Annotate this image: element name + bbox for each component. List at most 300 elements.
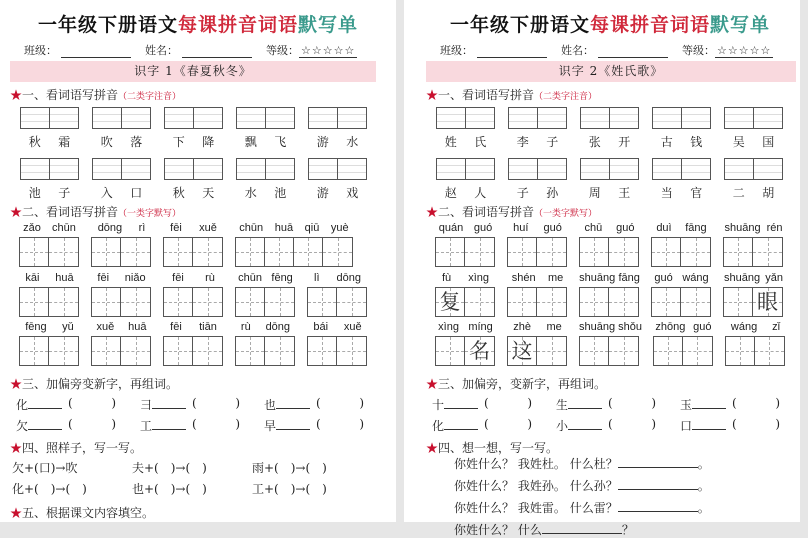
tianzige-boxes <box>651 237 711 267</box>
section-title: 三、加偏旁变新字，再组词。 <box>22 377 179 391</box>
word-chars <box>236 133 295 150</box>
word-char: 钱 <box>690 135 703 149</box>
tianzige-cell[interactable] <box>654 337 683 365</box>
pinyin-writing-box[interactable] <box>652 158 711 180</box>
word-parens[interactable] <box>732 417 780 434</box>
word-item <box>308 158 380 201</box>
pinyin-label: bái <box>313 321 329 333</box>
tianzige-cell[interactable] <box>265 238 294 266</box>
tianzige-cell[interactable] <box>537 337 566 365</box>
pinyin-cell[interactable] <box>466 108 494 128</box>
base-char: 彐 <box>140 398 153 412</box>
pinyin-cell[interactable] <box>725 108 754 128</box>
word-parens[interactable] <box>68 417 116 434</box>
pinyin-cell[interactable] <box>122 159 150 179</box>
example-item[interactable]: 也+( )→( ) <box>132 482 207 496</box>
pinyin-label: guó <box>693 321 712 333</box>
word-char: 国 <box>762 135 775 149</box>
tianzige-cell[interactable] <box>308 288 337 316</box>
word-char: 池 <box>274 186 287 200</box>
pinyin-writing-box[interactable] <box>308 107 367 129</box>
example-item[interactable]: 夫+( )→( ) <box>132 461 207 475</box>
new-char-blank[interactable] <box>568 417 602 430</box>
cell-char: 复 <box>439 290 461 314</box>
tianzige-cell[interactable] <box>236 238 265 266</box>
tianzige-cell[interactable] <box>609 288 638 316</box>
new-char-blank[interactable] <box>28 417 62 430</box>
pinyin-cell[interactable] <box>725 159 754 179</box>
tianzige-cell[interactable] <box>193 337 222 365</box>
tianzige-boxes <box>723 237 783 267</box>
tianzige-cell[interactable] <box>652 288 681 316</box>
pinyin-labels <box>163 321 224 336</box>
word-char: 孙 <box>546 186 559 200</box>
question: 你姓什么？ <box>454 457 515 471</box>
pinyin-cell[interactable] <box>754 108 782 128</box>
word-char: 王 <box>618 186 631 200</box>
pinyin-cell[interactable] <box>338 159 366 179</box>
word-char: 水 <box>346 135 359 149</box>
pinyin-writing-box[interactable] <box>236 158 295 180</box>
tianzige-cell[interactable] <box>193 238 222 266</box>
tianzige-cell[interactable] <box>294 238 323 266</box>
section-heading <box>10 203 181 220</box>
name-input[interactable] <box>182 45 252 58</box>
pinyin-group <box>19 321 80 366</box>
radical-item <box>680 396 804 413</box>
tianzige-cell[interactable] <box>337 288 366 316</box>
tianzige-cell[interactable] <box>121 337 150 365</box>
pinyin-cell[interactable] <box>581 108 610 128</box>
tianzige-cell[interactable] <box>508 288 537 316</box>
pinyin-cell[interactable] <box>93 159 122 179</box>
pinyin-labels <box>435 272 496 287</box>
follow-up: 什么孙？ <box>569 479 618 493</box>
tianzige-cell[interactable] <box>652 238 681 266</box>
class-input[interactable] <box>61 45 131 58</box>
pinyin-group <box>435 272 496 317</box>
paren-open: ( <box>192 417 197 431</box>
pinyin-cell[interactable] <box>237 159 266 179</box>
pinyin-cell[interactable] <box>682 108 710 128</box>
pinyin-group <box>507 272 568 317</box>
pinyin-group <box>723 222 784 267</box>
pinyin-cell[interactable] <box>21 108 50 128</box>
tianzige-cell[interactable] <box>49 337 78 365</box>
word-char: 戏 <box>346 186 359 200</box>
title-part: 每课拼音词语 <box>177 14 298 36</box>
section-title: 二、看词语写拼音 <box>438 205 535 219</box>
pinyin-label: xuě <box>96 321 115 333</box>
pinyin-group <box>91 272 152 317</box>
word-chars <box>92 133 151 150</box>
word-parens[interactable] <box>316 396 364 413</box>
answer-blank[interactable] <box>542 522 622 534</box>
section-heading <box>426 375 606 392</box>
new-char-blank[interactable] <box>444 417 478 430</box>
pinyin-writing-box[interactable] <box>580 107 639 129</box>
pinyin-cell[interactable] <box>610 108 638 128</box>
pinyin-cell[interactable] <box>309 108 338 128</box>
word-parens[interactable] <box>192 417 240 434</box>
class-label: 班级： <box>440 44 473 57</box>
tianzige-cell[interactable] <box>609 238 638 266</box>
tianzige-cell[interactable] <box>323 238 352 266</box>
tianzige-boxes <box>579 287 639 317</box>
pinyin-label: xìng <box>468 272 489 284</box>
word-item <box>236 158 308 201</box>
pinyin-labels <box>235 272 296 287</box>
pinyin-writing-box[interactable] <box>436 158 495 180</box>
pinyin-cell[interactable] <box>165 108 194 128</box>
word-char: 官 <box>690 186 703 200</box>
pinyin-cell[interactable] <box>653 159 682 179</box>
pinyin-writing-box[interactable] <box>164 107 223 129</box>
new-char-blank[interactable] <box>152 396 186 409</box>
pinyin-group <box>651 222 712 267</box>
tianzige-cell[interactable] <box>753 238 782 266</box>
tianzige-cell[interactable] <box>726 337 755 365</box>
pinyin-label: shǒu <box>618 321 642 333</box>
class-input[interactable] <box>477 45 547 58</box>
new-char-blank[interactable] <box>692 396 726 409</box>
pinyin-cell[interactable] <box>266 108 294 128</box>
tianzige-cell[interactable] <box>164 288 193 316</box>
tianzige-cell[interactable] <box>20 288 49 316</box>
pinyin-label: dōng <box>265 321 291 333</box>
pinyin-label: wáng <box>682 272 709 284</box>
tianzige-cell[interactable] <box>265 288 294 316</box>
word-char: 当 <box>660 186 673 200</box>
new-char-blank[interactable] <box>568 396 602 409</box>
word-chars <box>724 184 783 201</box>
pinyin-label: fēi <box>170 222 182 234</box>
pinyin-label: shuāng <box>579 272 616 284</box>
pinyin-cell[interactable] <box>653 108 682 128</box>
pinyin-cell[interactable] <box>93 108 122 128</box>
answer-blank[interactable] <box>618 478 698 490</box>
word-grid <box>436 107 796 201</box>
tianzige-cell[interactable] <box>308 337 337 365</box>
word-parens[interactable] <box>316 417 364 434</box>
tianzige-cell[interactable] <box>537 288 566 316</box>
tianzige-boxes <box>651 287 711 317</box>
pinyin-cell[interactable] <box>122 108 150 128</box>
pinyin-label: guó <box>616 222 635 234</box>
pinyin-group <box>19 272 80 317</box>
pinyin-writing-box[interactable] <box>20 107 79 129</box>
tianzige-cell[interactable] <box>508 238 537 266</box>
pinyin-cell[interactable] <box>309 159 338 179</box>
pinyin-cell[interactable] <box>194 108 222 128</box>
pinyin-labels <box>91 321 152 336</box>
new-char-blank[interactable] <box>276 396 310 409</box>
section-heading <box>10 504 154 521</box>
pinyin-writing-box[interactable] <box>436 107 495 129</box>
pinyin-cell[interactable] <box>21 159 50 179</box>
pinyin-writing-box[interactable] <box>92 158 151 180</box>
base-char: 化 <box>432 419 445 433</box>
section-title: 五、根据课文内容填空。 <box>22 506 155 520</box>
tianzige-cell[interactable] <box>683 337 712 365</box>
pinyin-label: duì <box>656 222 672 234</box>
word-char: 李 <box>516 135 529 149</box>
section-title: 一、看词语写拼音 <box>438 88 535 102</box>
radical-item <box>140 417 264 434</box>
new-char-blank[interactable] <box>152 417 186 430</box>
tianzige-cell[interactable] <box>20 337 49 365</box>
tianzige-cell[interactable] <box>20 238 49 266</box>
answer: 我姓雷。 <box>517 501 566 515</box>
tianzige-cell[interactable] <box>49 288 78 316</box>
example-row <box>12 480 372 497</box>
pinyin-cell[interactable] <box>437 159 466 179</box>
pinyin-writing-box[interactable] <box>508 107 567 129</box>
word-parens[interactable] <box>484 396 532 413</box>
example-item[interactable]: 工+( )→( ) <box>252 482 327 496</box>
word-char: 游 <box>316 135 329 149</box>
word-parens[interactable] <box>608 417 656 434</box>
tianzige-cell[interactable] <box>755 337 784 365</box>
pinyin-group <box>235 321 296 366</box>
tianzige-cell[interactable] <box>337 337 366 365</box>
pinyin-labels <box>507 321 568 336</box>
pinyin-label: zhè <box>513 321 531 333</box>
word-item <box>724 158 796 201</box>
word-chars <box>308 184 367 201</box>
grade-label: 等级： <box>682 44 715 57</box>
word-item <box>20 107 92 150</box>
lesson-title: 识字 1《春夏秋冬》 <box>10 61 376 82</box>
pinyin-writing-box[interactable] <box>724 107 783 129</box>
tianzige-cell[interactable] <box>436 288 465 316</box>
tianzige-cell[interactable] <box>436 238 465 266</box>
tianzige-cell[interactable] <box>681 288 710 316</box>
pinyin-cell[interactable] <box>682 159 710 179</box>
tianzige-cell[interactable] <box>121 288 150 316</box>
pinyin-writing-box[interactable] <box>308 158 367 180</box>
pinyin-label: huā <box>274 222 294 234</box>
tianzige-cell[interactable] <box>753 288 782 316</box>
tianzige-cell[interactable] <box>724 238 753 266</box>
tianzige-cell[interactable] <box>436 337 465 365</box>
tianzige-cell[interactable] <box>580 337 609 365</box>
tianzige-cell[interactable] <box>236 337 265 365</box>
word-chars <box>20 133 79 150</box>
word-parens[interactable] <box>484 417 532 434</box>
answer: 我姓杜。 <box>517 457 566 471</box>
radical-row <box>16 417 388 434</box>
pinyin-writing-box[interactable] <box>92 107 151 129</box>
pinyin-cell[interactable] <box>754 159 782 179</box>
word-parens[interactable] <box>192 396 240 413</box>
tianzige-cell[interactable] <box>681 238 710 266</box>
word-char: 氏 <box>474 135 487 149</box>
star-icon: ★ <box>426 88 439 102</box>
tianzige-cell[interactable] <box>465 337 494 365</box>
pinyin-label: guó <box>473 222 493 234</box>
pinyin-group <box>579 222 640 267</box>
new-char-blank[interactable] <box>28 396 62 409</box>
pinyin-row <box>19 321 379 366</box>
pinyin-cell[interactable] <box>266 159 294 179</box>
pinyin-label: dōng <box>336 272 361 284</box>
pinyin-cell[interactable] <box>509 159 538 179</box>
word-chars <box>508 184 567 201</box>
word-item <box>308 107 380 150</box>
paren-close: ) <box>775 417 781 431</box>
pinyin-row <box>435 222 795 267</box>
example-item[interactable]: 化+( )→( ) <box>12 482 87 496</box>
word-parens[interactable] <box>608 396 656 413</box>
lesson-title: 识字 2《姓氏歌》 <box>426 61 796 82</box>
paren-open: ( <box>732 417 737 431</box>
example-row <box>12 459 372 476</box>
pinyin-label: shuāng <box>724 222 761 234</box>
pinyin-cell[interactable] <box>610 159 638 179</box>
pinyin-label: chūn <box>238 272 263 284</box>
word-item <box>236 107 308 150</box>
pinyin-row <box>435 272 795 317</box>
pinyin-writing-box[interactable] <box>508 158 567 180</box>
pinyin-cell[interactable] <box>50 159 78 179</box>
tianzige-boxes <box>163 237 223 267</box>
tianzige-cell[interactable] <box>92 337 121 365</box>
pinyin-cell[interactable] <box>165 159 194 179</box>
word-char: 秋 <box>28 135 41 149</box>
pinyin-label: fēi <box>97 272 110 284</box>
pinyin-cell[interactable] <box>237 108 266 128</box>
pinyin-labels <box>651 222 712 237</box>
example-item[interactable]: 欠+(口)→吹 <box>12 461 78 475</box>
grade-stars[interactable]: ☆☆☆☆☆ <box>717 44 772 57</box>
pinyin-label: fù <box>442 272 452 284</box>
title-part: 默写单 <box>298 14 359 36</box>
pinyin-cell[interactable] <box>466 159 494 179</box>
word-char: 游 <box>316 186 329 200</box>
star-icon: ★ <box>426 377 439 391</box>
base-char: 化 <box>16 398 29 412</box>
word-item <box>436 158 508 201</box>
pinyin-cell[interactable] <box>581 159 610 179</box>
pinyin-writing-box[interactable] <box>652 107 711 129</box>
answer-blank[interactable] <box>618 500 698 512</box>
pinyin-cell[interactable] <box>437 108 466 128</box>
pinyin-label: quán <box>438 222 464 234</box>
tianzige-cell[interactable] <box>724 288 753 316</box>
pinyin-group <box>307 272 368 317</box>
word-item <box>652 107 724 150</box>
star-icon: ★ <box>10 88 23 102</box>
word-item <box>92 107 164 150</box>
pinyin-cell[interactable] <box>509 108 538 128</box>
pinyin-writing-box[interactable] <box>580 158 639 180</box>
star-icon: ★ <box>426 205 439 219</box>
paren-open: ( <box>316 396 321 410</box>
pinyin-label: fēng <box>271 272 293 284</box>
pinyin-group <box>579 321 642 366</box>
tianzige-cell[interactable] <box>537 238 566 266</box>
pinyin-cell[interactable] <box>538 159 566 179</box>
name-input[interactable] <box>598 45 668 58</box>
radical-item <box>556 396 680 413</box>
radical-row <box>432 417 804 434</box>
word-parens[interactable] <box>732 396 780 413</box>
tianzige-cell[interactable] <box>121 238 150 266</box>
word-parens[interactable] <box>68 396 116 413</box>
tianzige-cell[interactable] <box>92 238 121 266</box>
word-char: 胡 <box>762 186 775 200</box>
tianzige-cell[interactable] <box>465 288 494 316</box>
tianzige-boxes <box>435 336 495 366</box>
pinyin-cell[interactable] <box>538 108 566 128</box>
radical-item <box>556 417 680 434</box>
name-label: 姓名： <box>145 44 178 57</box>
answer-blank[interactable] <box>618 456 698 468</box>
example-item[interactable]: 雨+( )→( ) <box>252 461 327 475</box>
tianzige-cell[interactable] <box>465 238 494 266</box>
tianzige-cell[interactable] <box>164 238 193 266</box>
radical-row <box>432 396 804 413</box>
pinyin-labels <box>235 321 296 336</box>
tianzige-boxes <box>507 287 567 317</box>
tianzige-cell[interactable] <box>609 337 638 365</box>
word-char: 二 <box>732 186 745 200</box>
word-chars <box>580 133 639 150</box>
tianzige-boxes <box>91 287 151 317</box>
word-chars <box>652 184 711 201</box>
grade-stars[interactable]: ☆☆☆☆☆ <box>301 44 356 57</box>
tianzige-cell[interactable] <box>580 238 609 266</box>
tianzige-cell[interactable] <box>265 337 294 365</box>
pinyin-label: me <box>547 272 564 284</box>
new-char-blank[interactable] <box>444 396 478 409</box>
word-char: 周 <box>588 186 601 200</box>
pinyin-labels <box>307 321 368 336</box>
pinyin-writing-box[interactable] <box>164 158 223 180</box>
tianzige-boxes <box>725 336 785 366</box>
question-row <box>454 455 710 472</box>
pinyin-writing-box[interactable] <box>20 158 79 180</box>
pinyin-cell[interactable] <box>50 108 78 128</box>
tianzige-cell[interactable] <box>508 337 537 365</box>
word-char: 降 <box>202 135 215 149</box>
tianzige-cell[interactable] <box>193 288 222 316</box>
pinyin-label: fāng <box>685 222 707 234</box>
paren-close: ) <box>775 396 781 410</box>
pinyin-writing-box[interactable] <box>236 107 295 129</box>
pinyin-label: kāi <box>25 272 40 284</box>
tianzige-cell[interactable] <box>92 288 121 316</box>
section-title: 四、照样子，写一写。 <box>22 441 143 455</box>
pinyin-group <box>91 321 152 366</box>
pinyin-label: zǐ <box>772 321 781 333</box>
pinyin-cell[interactable] <box>338 108 366 128</box>
pinyin-writing-box[interactable] <box>724 158 783 180</box>
new-char-blank[interactable] <box>276 417 310 430</box>
tianzige-cell[interactable] <box>580 288 609 316</box>
tianzige-cell[interactable] <box>49 238 78 266</box>
new-char-blank[interactable] <box>692 417 726 430</box>
pinyin-labels <box>19 272 80 287</box>
tianzige-boxes <box>507 237 567 267</box>
tianzige-cell[interactable] <box>164 337 193 365</box>
paren-open: ( <box>192 396 197 410</box>
tianzige-cell[interactable] <box>236 288 265 316</box>
grade-label: 等级： <box>266 44 299 57</box>
pinyin-cell[interactable] <box>194 159 222 179</box>
word-chars <box>652 133 711 150</box>
